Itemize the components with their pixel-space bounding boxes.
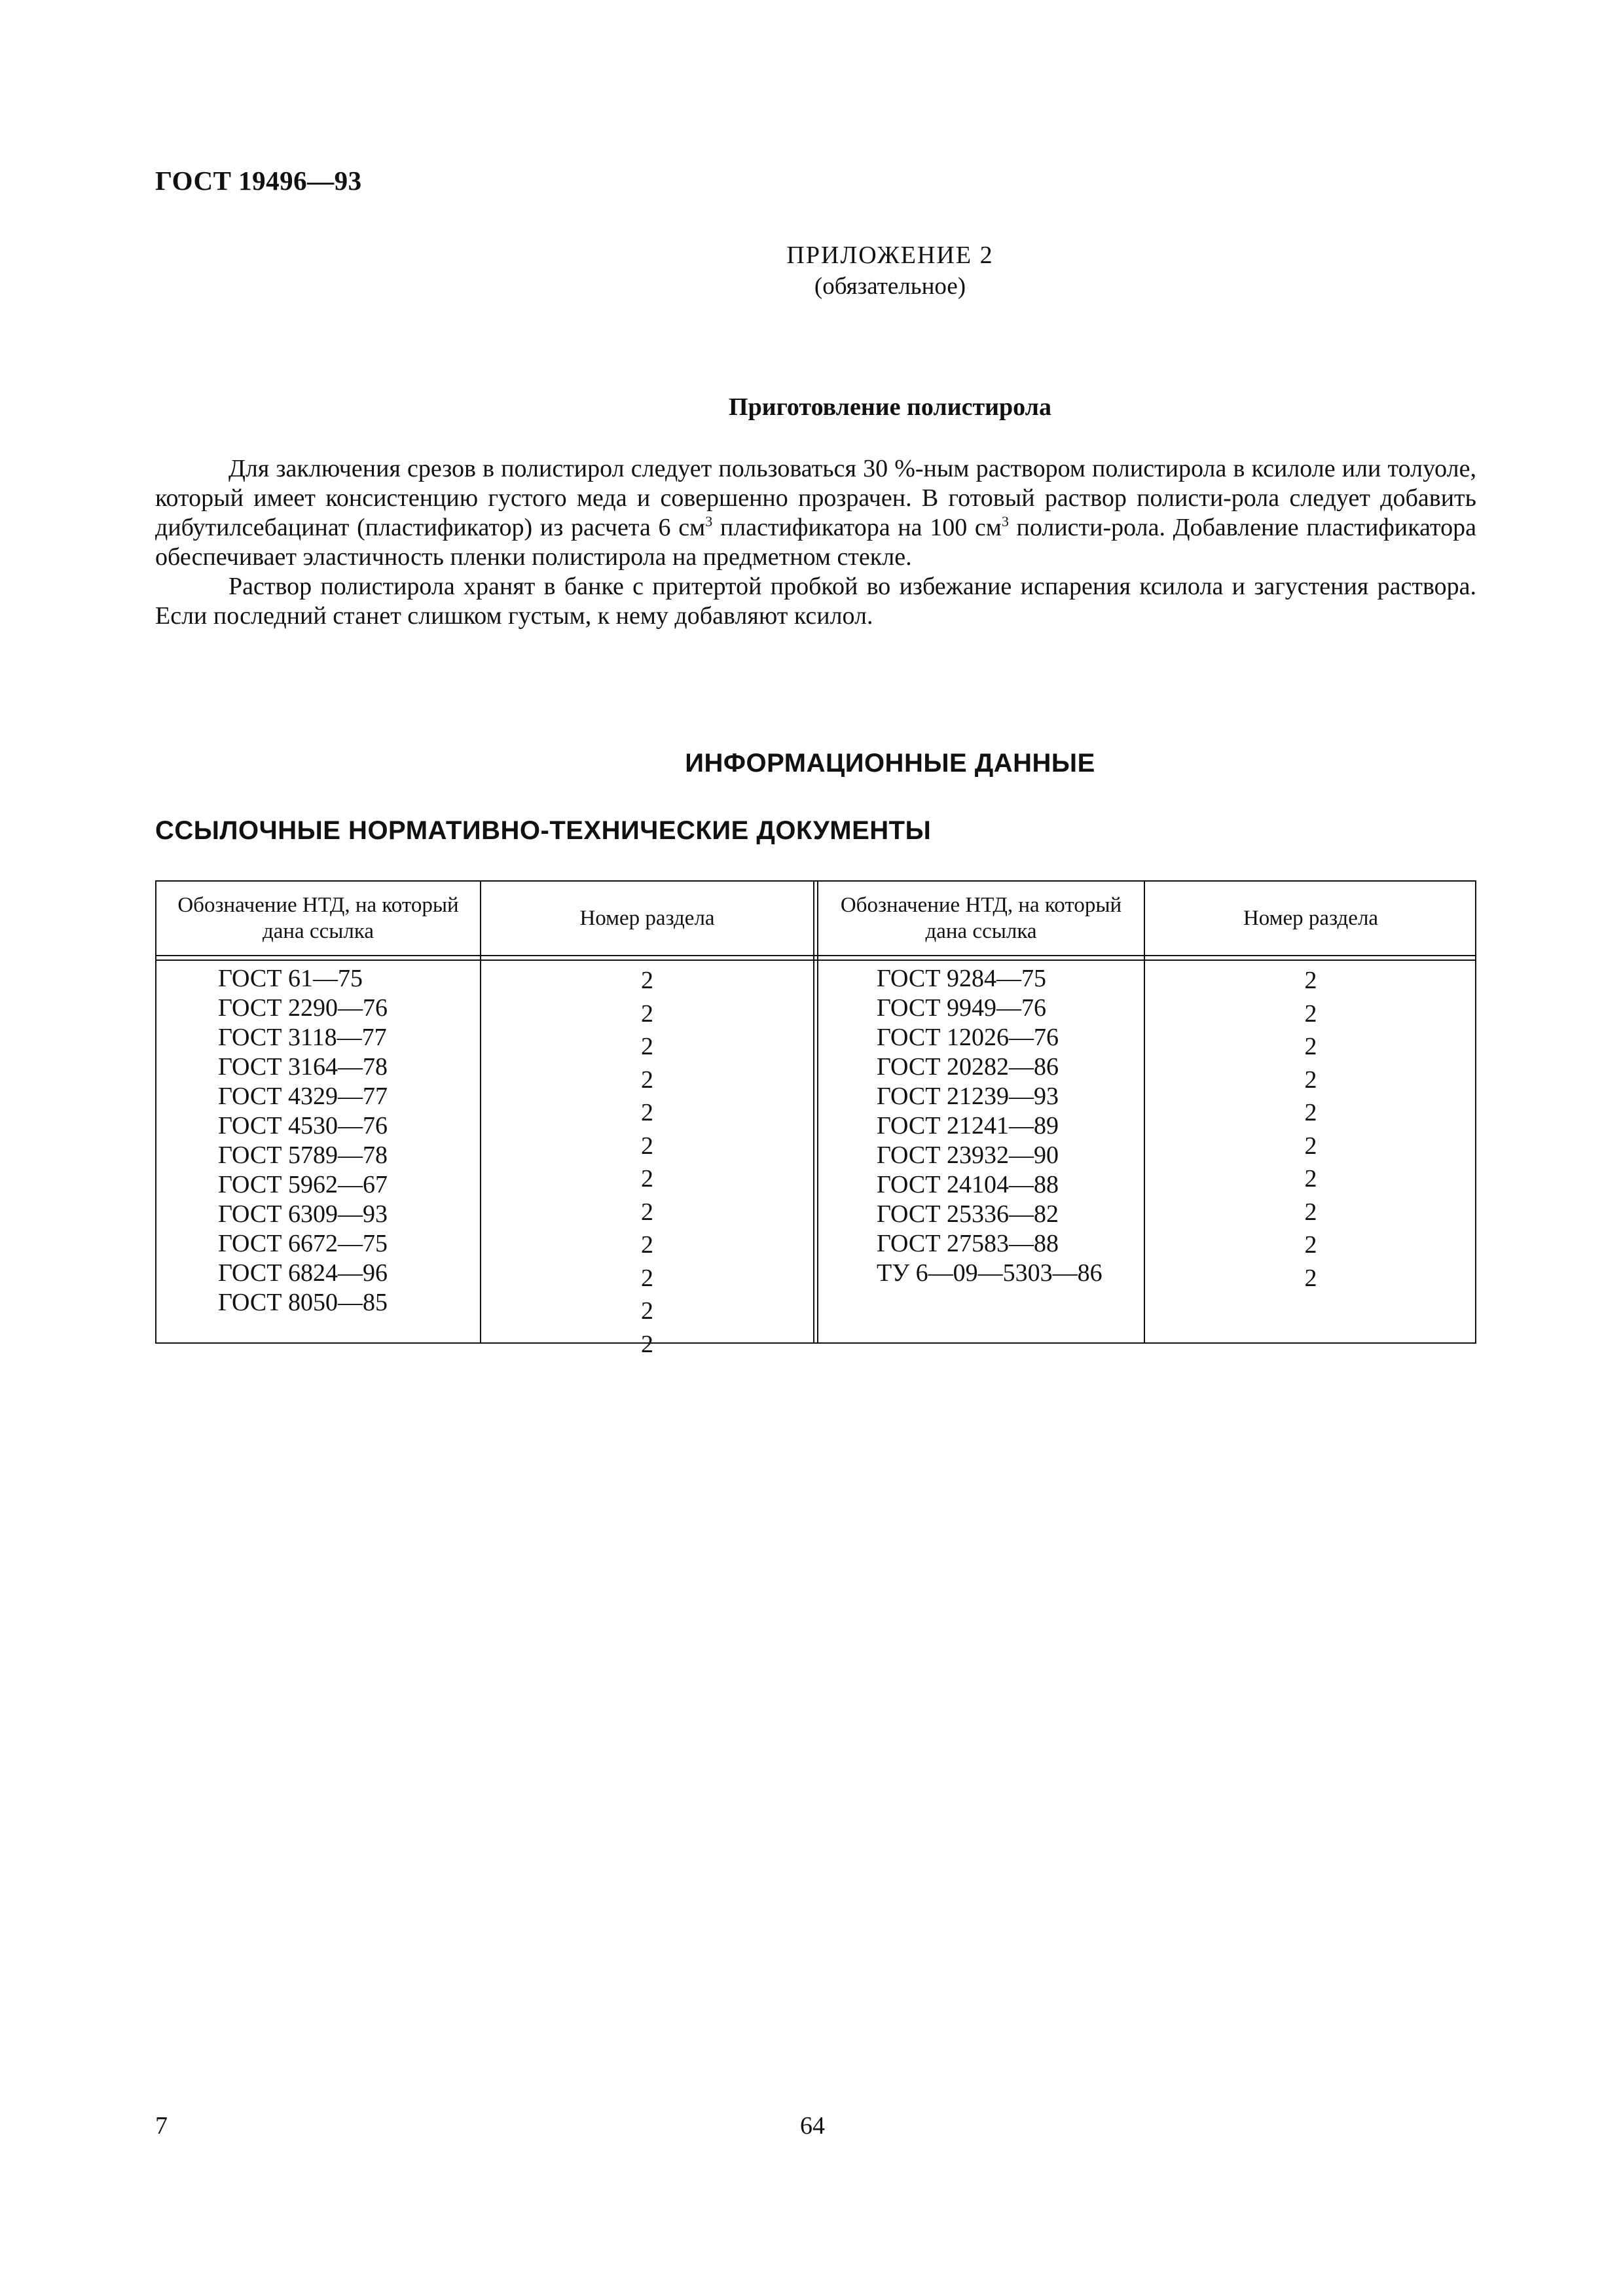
page-footer-left: 7 — [155, 2112, 168, 2140]
table-cell-section: 2 — [641, 1099, 653, 1126]
appendix-subtitle: (обязательное) — [814, 273, 966, 300]
table-cell-section: 2 — [641, 1033, 653, 1060]
table-cell-section: 2 — [1304, 1132, 1317, 1160]
paragraph-2: Раствор полистирола хранят в банке с притертой пробкой во избежание испарения ксилола и загустения раствора. Если последний станет слишком густым, к нему добавляют ксилол. — [155, 573, 1476, 630]
table-cell-section: 2 — [1304, 1198, 1317, 1226]
table-cell-doc: ГОСТ 5789—78 — [218, 1141, 388, 1169]
paragraph-1-part-a: Для заключения срезов в полистирол следует пользоваться 30 %-ным раствором полистирола в ксилоле или толуоле, который имеет консистенцию густого меда и совершенно прозрачен. В готовый раствор полисти-рола следует добавить дибутилсебацинат (пластификатор) из расчета 6 см — [155, 455, 1476, 541]
table-cell-doc: ГОСТ 20282—86 — [877, 1053, 1059, 1081]
table-cell-doc: ГОСТ 2290—76 — [218, 994, 388, 1022]
table-cell-section: 2 — [641, 1066, 653, 1094]
table-cell-doc: ГОСТ 21239—93 — [877, 1083, 1059, 1110]
table-cell-doc: ГОСТ 6672—75 — [218, 1230, 388, 1257]
table-cell-doc: ГОСТ 6824—96 — [218, 1259, 388, 1287]
table-cell-section: 2 — [641, 1264, 653, 1292]
table-cell-doc: ГОСТ 61—75 — [218, 965, 363, 992]
document-code: ГОСТ 19496—93 — [155, 166, 362, 196]
column-header-section-right: Номер раздела — [1243, 906, 1379, 930]
body-text — [155, 454, 1476, 631]
table-cell-section: 2 — [1304, 1231, 1317, 1259]
column-header-doc-left: Обозначение НТД, на который дана ссылка — [177, 893, 459, 943]
right-doc-list — [877, 964, 1103, 1288]
table-cell-doc: ГОСТ 9284—75 — [877, 965, 1046, 992]
table-cell-section: 2 — [1304, 1099, 1317, 1126]
header-separator — [156, 955, 1475, 961]
table-cell-doc: ГОСТ 3118—77 — [218, 1024, 387, 1051]
table-cell-section: 2 — [641, 967, 653, 994]
table-cell-doc: ГОСТ 4329—77 — [218, 1083, 388, 1110]
table-cell-section: 2 — [1304, 967, 1317, 994]
superscript-2: 3 — [1001, 513, 1009, 529]
table-cell-section: 2 — [641, 1330, 653, 1358]
references-table — [155, 880, 1476, 1358]
left-doc-list — [218, 964, 388, 1318]
section-title: Приготовление полистирола — [729, 393, 1051, 421]
table-cell-doc: ГОСТ 6309—93 — [218, 1200, 388, 1228]
table-cell-doc: ГОСТ 21241—89 — [877, 1112, 1059, 1139]
table-cell-doc: ГОСТ 9949—76 — [877, 994, 1046, 1022]
paragraph-1-part-c: полисти-рола. Добавление пластификатора обеспечивает эластичность пленки полистирола на предметном стекле. — [155, 514, 1476, 571]
paragraph-1-part-b: пластификатора на 100 см — [712, 514, 1002, 541]
table-cell-doc: ГОСТ 5962—67 — [218, 1171, 388, 1198]
table-cell-doc: ГОСТ 27583—88 — [877, 1230, 1059, 1257]
appendix-title: ПРИЛОЖЕНИЕ 2 — [786, 242, 994, 269]
table-cell-section: 2 — [641, 1297, 653, 1325]
table-cell-section: 2 — [1304, 1066, 1317, 1094]
table-cell-doc: ГОСТ 24104—88 — [877, 1171, 1059, 1198]
info-heading: ИНФОРМАЦИОННЫЕ ДАННЫЕ — [685, 749, 1095, 778]
table-cell-section: 2 — [1304, 1264, 1317, 1292]
table-cell-doc: ГОСТ 23932—90 — [877, 1141, 1059, 1169]
table-cell-section: 2 — [641, 1231, 653, 1259]
table-cell-section: 2 — [1304, 1033, 1317, 1060]
references-heading: ССЫЛОЧНЫЕ НОРМАТИВНО-ТЕХНИЧЕСКИЕ ДОКУМЕНТЫ — [155, 816, 932, 845]
superscript-1: 3 — [705, 513, 713, 529]
table-cell-doc: ГОСТ 4530—76 — [218, 1112, 388, 1139]
table-cell-section: 2 — [1304, 1165, 1317, 1193]
table-cell-section: 2 — [641, 1132, 653, 1160]
table-cell-doc: ГОСТ 3164—78 — [218, 1053, 388, 1081]
table-cell-section: 2 — [1304, 999, 1317, 1028]
table-cell-doc: ГОСТ 25336—82 — [877, 1200, 1059, 1228]
column-divider-double — [813, 882, 814, 1342]
paragraph-1 — [155, 454, 1476, 572]
left-section-list — [481, 964, 813, 1361]
table-cell-section: 2 — [641, 1198, 653, 1226]
page-number: 64 — [800, 2112, 825, 2140]
table-cell-doc: ГОСТ 8050—85 — [218, 1289, 388, 1316]
table-cell-doc: ТУ 6—09—5303—86 — [877, 1259, 1103, 1287]
table-cell-section: 2 — [641, 1165, 653, 1193]
column-header-section-left: Номер раздела — [579, 906, 715, 930]
right-section-list — [1145, 964, 1476, 1295]
table-cell-section: 2 — [641, 999, 653, 1028]
column-header-doc-right: Обозначение НТД, на который дана ссылка — [840, 893, 1122, 943]
table-cell-doc: ГОСТ 12026—76 — [877, 1024, 1059, 1051]
